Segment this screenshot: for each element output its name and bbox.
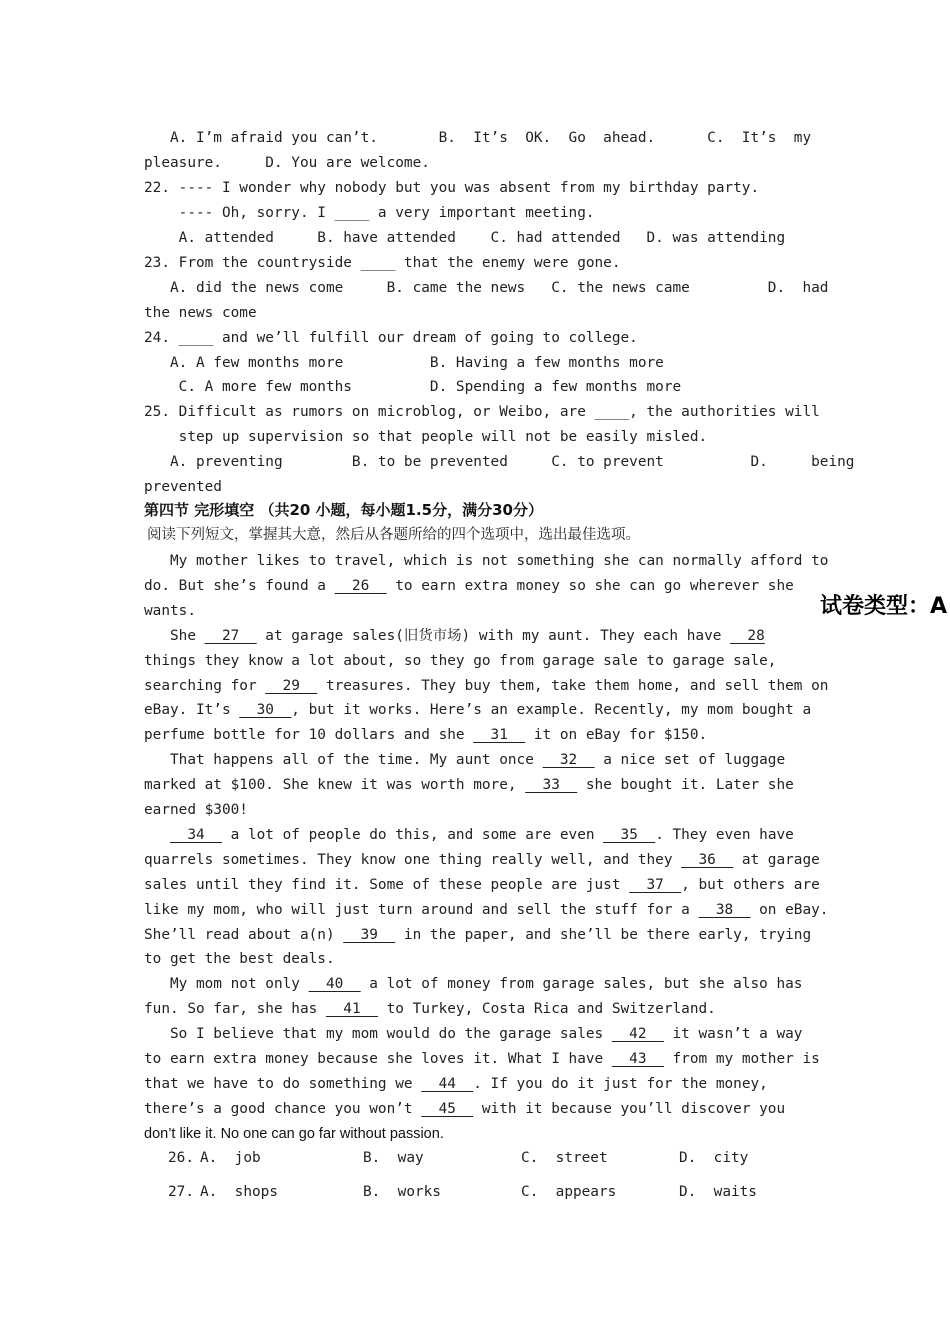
passage-line xyxy=(144,773,806,797)
cloze-blank: __44__ xyxy=(421,1075,474,1092)
passage-text: , but others are xyxy=(681,876,820,893)
passage-text: there’s a good chance you won’t xyxy=(144,1100,422,1117)
cloze-blank: __28 xyxy=(730,627,765,644)
passage-text: that we have to do something we xyxy=(144,1075,422,1092)
passage-line xyxy=(144,574,806,598)
passage-text: My mother likes to travel, which is not something she can normally afford to xyxy=(144,553,829,569)
cloze-blank: __41__ xyxy=(325,1001,378,1018)
cloze-blank: __42__ xyxy=(611,1026,664,1043)
passage-line xyxy=(144,923,812,947)
question-line: A. I’m afraid you can’t. B. It’s OK. Go ahead. C. It’s my xyxy=(144,130,812,146)
paper-type-label: 试卷类型：A xyxy=(820,594,948,619)
passage-text: sales until they find it. Some of these people are just xyxy=(144,876,630,893)
question-line: step up supervision so that people will not be easily misled. xyxy=(144,429,708,445)
passage-text: earned $300! xyxy=(144,802,248,818)
passage-line xyxy=(144,1022,806,1046)
cloze-blank: __36__ xyxy=(681,851,734,868)
answer-option: C. street xyxy=(521,1150,608,1166)
passage-line xyxy=(144,898,829,922)
passage-text: don’t like it. No one can go far without passion. xyxy=(144,1125,444,1142)
passage-text: like my mom, who will just turn around and sell the stuff for a xyxy=(144,901,699,918)
passage-text: That happens all of the time. My aunt once xyxy=(144,752,543,769)
passage-text: treasures. They buy them, take them home, and sell them on xyxy=(317,677,829,694)
question-line: 23. From the countryside ____ that the enemy were gone. xyxy=(144,255,621,271)
cloze-blank: __38__ xyxy=(698,901,751,918)
question-line: 24. ____ and we’ll fulfill our dream of going to college. xyxy=(144,330,638,346)
passage-line xyxy=(144,698,812,722)
cloze-blank: __40__ xyxy=(308,976,361,993)
cloze-blank: __27__ xyxy=(204,627,257,644)
passage-line xyxy=(144,972,806,996)
passage-text: . If you do it just for the money, xyxy=(473,1075,768,1092)
answer-option: A. job xyxy=(200,1150,261,1166)
passage-text: marked at $100. She knew it was worth more, xyxy=(144,777,526,794)
passage-line xyxy=(144,649,806,673)
section-instruction: 阅读下列短文，掌握其大意，然后从各题所给的四个选项中，选出最佳选项。 xyxy=(147,527,640,543)
question-line: ---- Oh, sorry. I ____ a very important meeting. xyxy=(144,205,595,221)
passage-text: at garage xyxy=(733,851,820,868)
cloze-blank: __34__ xyxy=(170,826,222,843)
passage-line xyxy=(144,599,806,623)
passage-line xyxy=(144,798,806,822)
section-heading: 第四节 完形填空 （共20 小题，每小题1.5分，满分30分） xyxy=(144,501,543,519)
cloze-blank: __35__ xyxy=(603,826,656,843)
question-line: pleasure. D. You are welcome. xyxy=(144,155,430,171)
cloze-blank: __29__ xyxy=(265,677,318,694)
cloze-blank: __32__ xyxy=(542,752,595,769)
cloze-blank: __31__ xyxy=(473,727,526,744)
question-line: 25. Difficult as rumors on microblog, or Weibo, are ____, the authorities will xyxy=(144,404,820,420)
cloze-blank: __39__ xyxy=(343,926,396,943)
passage-text: in the paper, and she’ll be there early, trying xyxy=(395,926,812,943)
passage-line xyxy=(144,1122,806,1146)
question-line: C. A more few months D. Spending a few months more xyxy=(144,379,682,395)
passage-text: a lot of money from garage sales, but she also has xyxy=(360,976,803,993)
passage-text: perfume bottle for 10 dollars and she xyxy=(144,727,474,744)
answer-option: D. waits xyxy=(679,1184,757,1200)
cloze-blank: __33__ xyxy=(525,777,578,794)
passage-text: to earn extra money so she can go wherever she xyxy=(386,577,794,594)
passage-text: searching for xyxy=(144,677,266,694)
cloze-blank: __30__ xyxy=(239,702,292,719)
cloze-blank: __43__ xyxy=(611,1051,664,1067)
passage-line xyxy=(144,674,829,698)
passage-line xyxy=(144,1072,806,1096)
cloze-blank: __26__ xyxy=(334,577,387,594)
passage-line xyxy=(144,997,806,1021)
passage-text: things they know a lot about, so they go from garage sale to garage sale, xyxy=(144,652,777,669)
question-line: A. preventing B. to be prevented C. to prevent D. being xyxy=(144,454,855,470)
option-number: 27. xyxy=(168,1184,194,1200)
question-line: prevented xyxy=(144,479,222,495)
passage-line xyxy=(144,549,829,573)
answer-option: A. shops xyxy=(200,1184,278,1200)
passage-text: to Turkey, Costa Rica and Switzerland. xyxy=(377,1001,716,1018)
passage-text: from my mother is xyxy=(663,1051,820,1067)
question-line: 22. ---- I wonder why nobody but you was absent from my birthday party. xyxy=(144,180,760,196)
passage-line xyxy=(144,723,806,747)
passage-line xyxy=(144,873,820,897)
passage-text: quarrels sometimes. They know one thing really well, and they xyxy=(144,851,682,868)
passage-line xyxy=(144,1097,806,1121)
passage-text: a nice set of luggage xyxy=(594,752,786,769)
answer-option: C. appears xyxy=(521,1184,617,1200)
cloze-blank: __37__ xyxy=(629,876,682,893)
answer-option: B. way xyxy=(363,1150,424,1166)
passage-text: My mom not only xyxy=(144,976,309,993)
passage-text: , but it works. Here’s an example. Recently, my mom bought a xyxy=(291,702,812,719)
passage-text: do. But she’s found a xyxy=(144,577,335,594)
passage-text: with it because you’ll discover you xyxy=(473,1100,786,1117)
passage-text: a lot of people do this, and some are even xyxy=(221,826,604,843)
answer-option: D. city xyxy=(679,1150,749,1166)
question-line: the news come xyxy=(144,305,257,321)
passage-text: she bought it. Later she xyxy=(577,777,794,794)
question-line: A. attended B. have attended C. had attended D. was attending xyxy=(144,230,786,246)
passage-text: fun. So far, she has xyxy=(144,1001,326,1018)
passage-line xyxy=(144,848,820,872)
passage-text: wants. xyxy=(144,602,196,619)
passage-text: to earn extra money because she loves it. What I have xyxy=(144,1051,612,1067)
passage-text: it on eBay for $150. xyxy=(525,727,708,744)
cloze-blank: __45__ xyxy=(421,1100,474,1117)
passage-text: . They even have xyxy=(655,826,794,843)
passage-text: to get the best deals. xyxy=(144,951,335,968)
passage-text: So I believe that my mom would do the garage sales xyxy=(144,1026,612,1043)
passage-text: on eBay. xyxy=(750,901,829,918)
question-line: A. did the news come B. came the news C. the news came D. had xyxy=(144,280,829,296)
question-line: A. A few months more B. Having a few months more xyxy=(144,355,664,371)
passage-line xyxy=(144,748,806,772)
passage-line xyxy=(144,624,806,648)
passage-line xyxy=(144,947,806,971)
option-number: 26. xyxy=(168,1150,194,1166)
passage-text: at garage sales(旧货市场) with my aunt. They each have xyxy=(256,627,731,644)
answer-option: B. works xyxy=(363,1184,441,1200)
passage-text: eBay. It’s xyxy=(144,702,240,719)
passage-text xyxy=(144,827,170,843)
passage-line xyxy=(144,823,806,847)
passage-text: She xyxy=(144,627,205,644)
passage-line xyxy=(144,1047,820,1071)
passage-text: She’ll read about a(n) xyxy=(144,926,344,943)
passage-text: it wasn’t a way xyxy=(663,1026,803,1043)
